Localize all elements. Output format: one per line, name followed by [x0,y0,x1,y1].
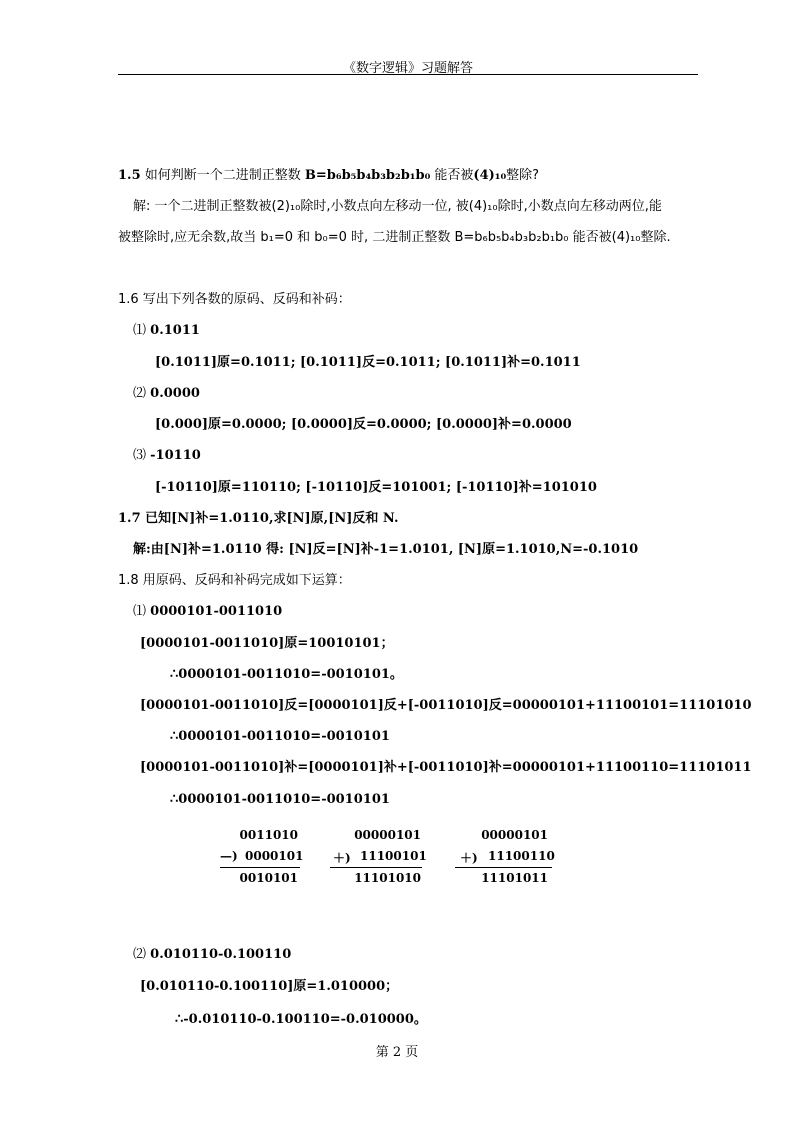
q18-part2-expr: 0.010110-0.100110 [150,947,292,962]
q18-part2 [133,947,291,963]
q16-item2-value: 0.0000 [150,386,200,401]
q17-answer: 解:由[N]补=1.0110 得: [N]反=[N]补-1=1.0101, [N]原=1.1010,N=-0.1010 [133,542,639,557]
calc1-op: —) [220,849,238,863]
calc2-res: 11101010 [354,871,421,885]
q15-q-post: 能否被 [430,168,474,183]
q16-item3-value: -10110 [150,448,201,463]
q16-item1-label: ⑴ [133,323,147,338]
q16-title: 1.6 写出下列各数的原码、反码和补码： [118,292,351,307]
q16-item1-result: [0.1011]原=0.1011; [0.1011]反=0.1011; [0.1011]补=0.1011 [155,355,581,370]
page-header: 《数字逻辑》习题解答 [342,61,473,76]
calc3-rule [455,867,552,868]
q18-p2-line2: ∴-0.010110-0.100110=-0.010000。 [175,1012,427,1027]
q16-item2 [133,386,200,402]
q15-answer-line2: 被整除时,应无余数,故当 b₁=0 和 b₀=0 时, 二进制正整数 B=b₆b₅b₄b₃b₂b₁b₀ 能否被(4)₁₀整除. [118,230,671,245]
q15-q-expr: B=b₆b₅b₄b₃b₂b₁b₀ [304,168,431,183]
calc1-top: 0011010 [239,828,298,842]
q16-item1-value: 0.1011 [150,323,200,338]
q15-q-end: 整除? [506,168,540,183]
calc2-op: ＋) [333,851,351,865]
q15-question [118,168,539,184]
q18-part1-label: ⑴ [133,604,147,619]
q16-item2-result: [0.000]原=0.0000; [0.0000]反=0.0000; [0.0000]补=0.0000 [155,417,572,432]
q15-answer-line1: 解: 一个二进制正整数被(2)₁₀除时,小数点向左移动一位, 被(4)₁₀除时,小数点向左移动两位,能 [133,199,662,214]
q18-part2-label: ⑵ [133,947,147,962]
q15-number: 1.5 [118,168,141,183]
q18-p1-line3: [0000101-0011010]反=[0000101]反+[-0011010]反=00000101+11100101=11101010 [140,698,752,713]
q18-part1 [133,604,282,620]
q16-item3-label: ⑶ [133,448,147,463]
page-number: 第 2 页 [375,1045,419,1060]
q16-item2-label: ⑵ [133,386,147,401]
q18-title: 1.8 用原码、反码和补码完成如下运算： [118,573,351,588]
q18-p1-line6: ∴0000101-0011010=-0010101 [170,792,390,807]
header-rule [118,74,698,75]
q16-item1 [133,323,200,339]
calc2-rule [330,867,422,868]
q17-title: 1.7 已知[N]补=1.0110,求[N]原,[N]反和 N. [118,511,399,526]
q18-p1-line4: ∴0000101-0011010=-0010101 [170,729,390,744]
calc1-rule [220,867,300,868]
q18-p1-line1: [0000101-0011010]原=10010101； [140,636,394,651]
calc1-res: 0010101 [239,871,298,885]
q16-item3 [133,448,201,464]
calc3-op: ＋) [460,851,478,865]
q18-p1-line2: ∴0000101-0011010=-0010101。 [170,667,403,682]
q18-p1-line5: [0000101-0011010]补=[0000101]补+[-0011010]补=00000101+11100110=11101011 [140,760,752,775]
q16-item3-result: [-10110]原=110110; [-10110]反=101001; [-10110]补=101010 [155,480,597,495]
q15-q-pre: 如何判断一个二进制正整数 [144,168,305,183]
calc3-top: 00000101 [481,828,548,842]
calc2-top: 00000101 [354,828,421,842]
calc3-res: 11101011 [481,871,548,885]
calc2-mid: 11100101 [360,849,427,863]
calc1-mid: 0000101 [245,849,304,863]
q18-part1-expr: 0000101-0011010 [150,604,283,619]
q15-q-div: (4)₁₀ [473,168,507,183]
calc3-mid: 11100110 [488,849,555,863]
q18-p2-line1: [0.010110-0.100110]原=1.010000； [140,979,399,994]
